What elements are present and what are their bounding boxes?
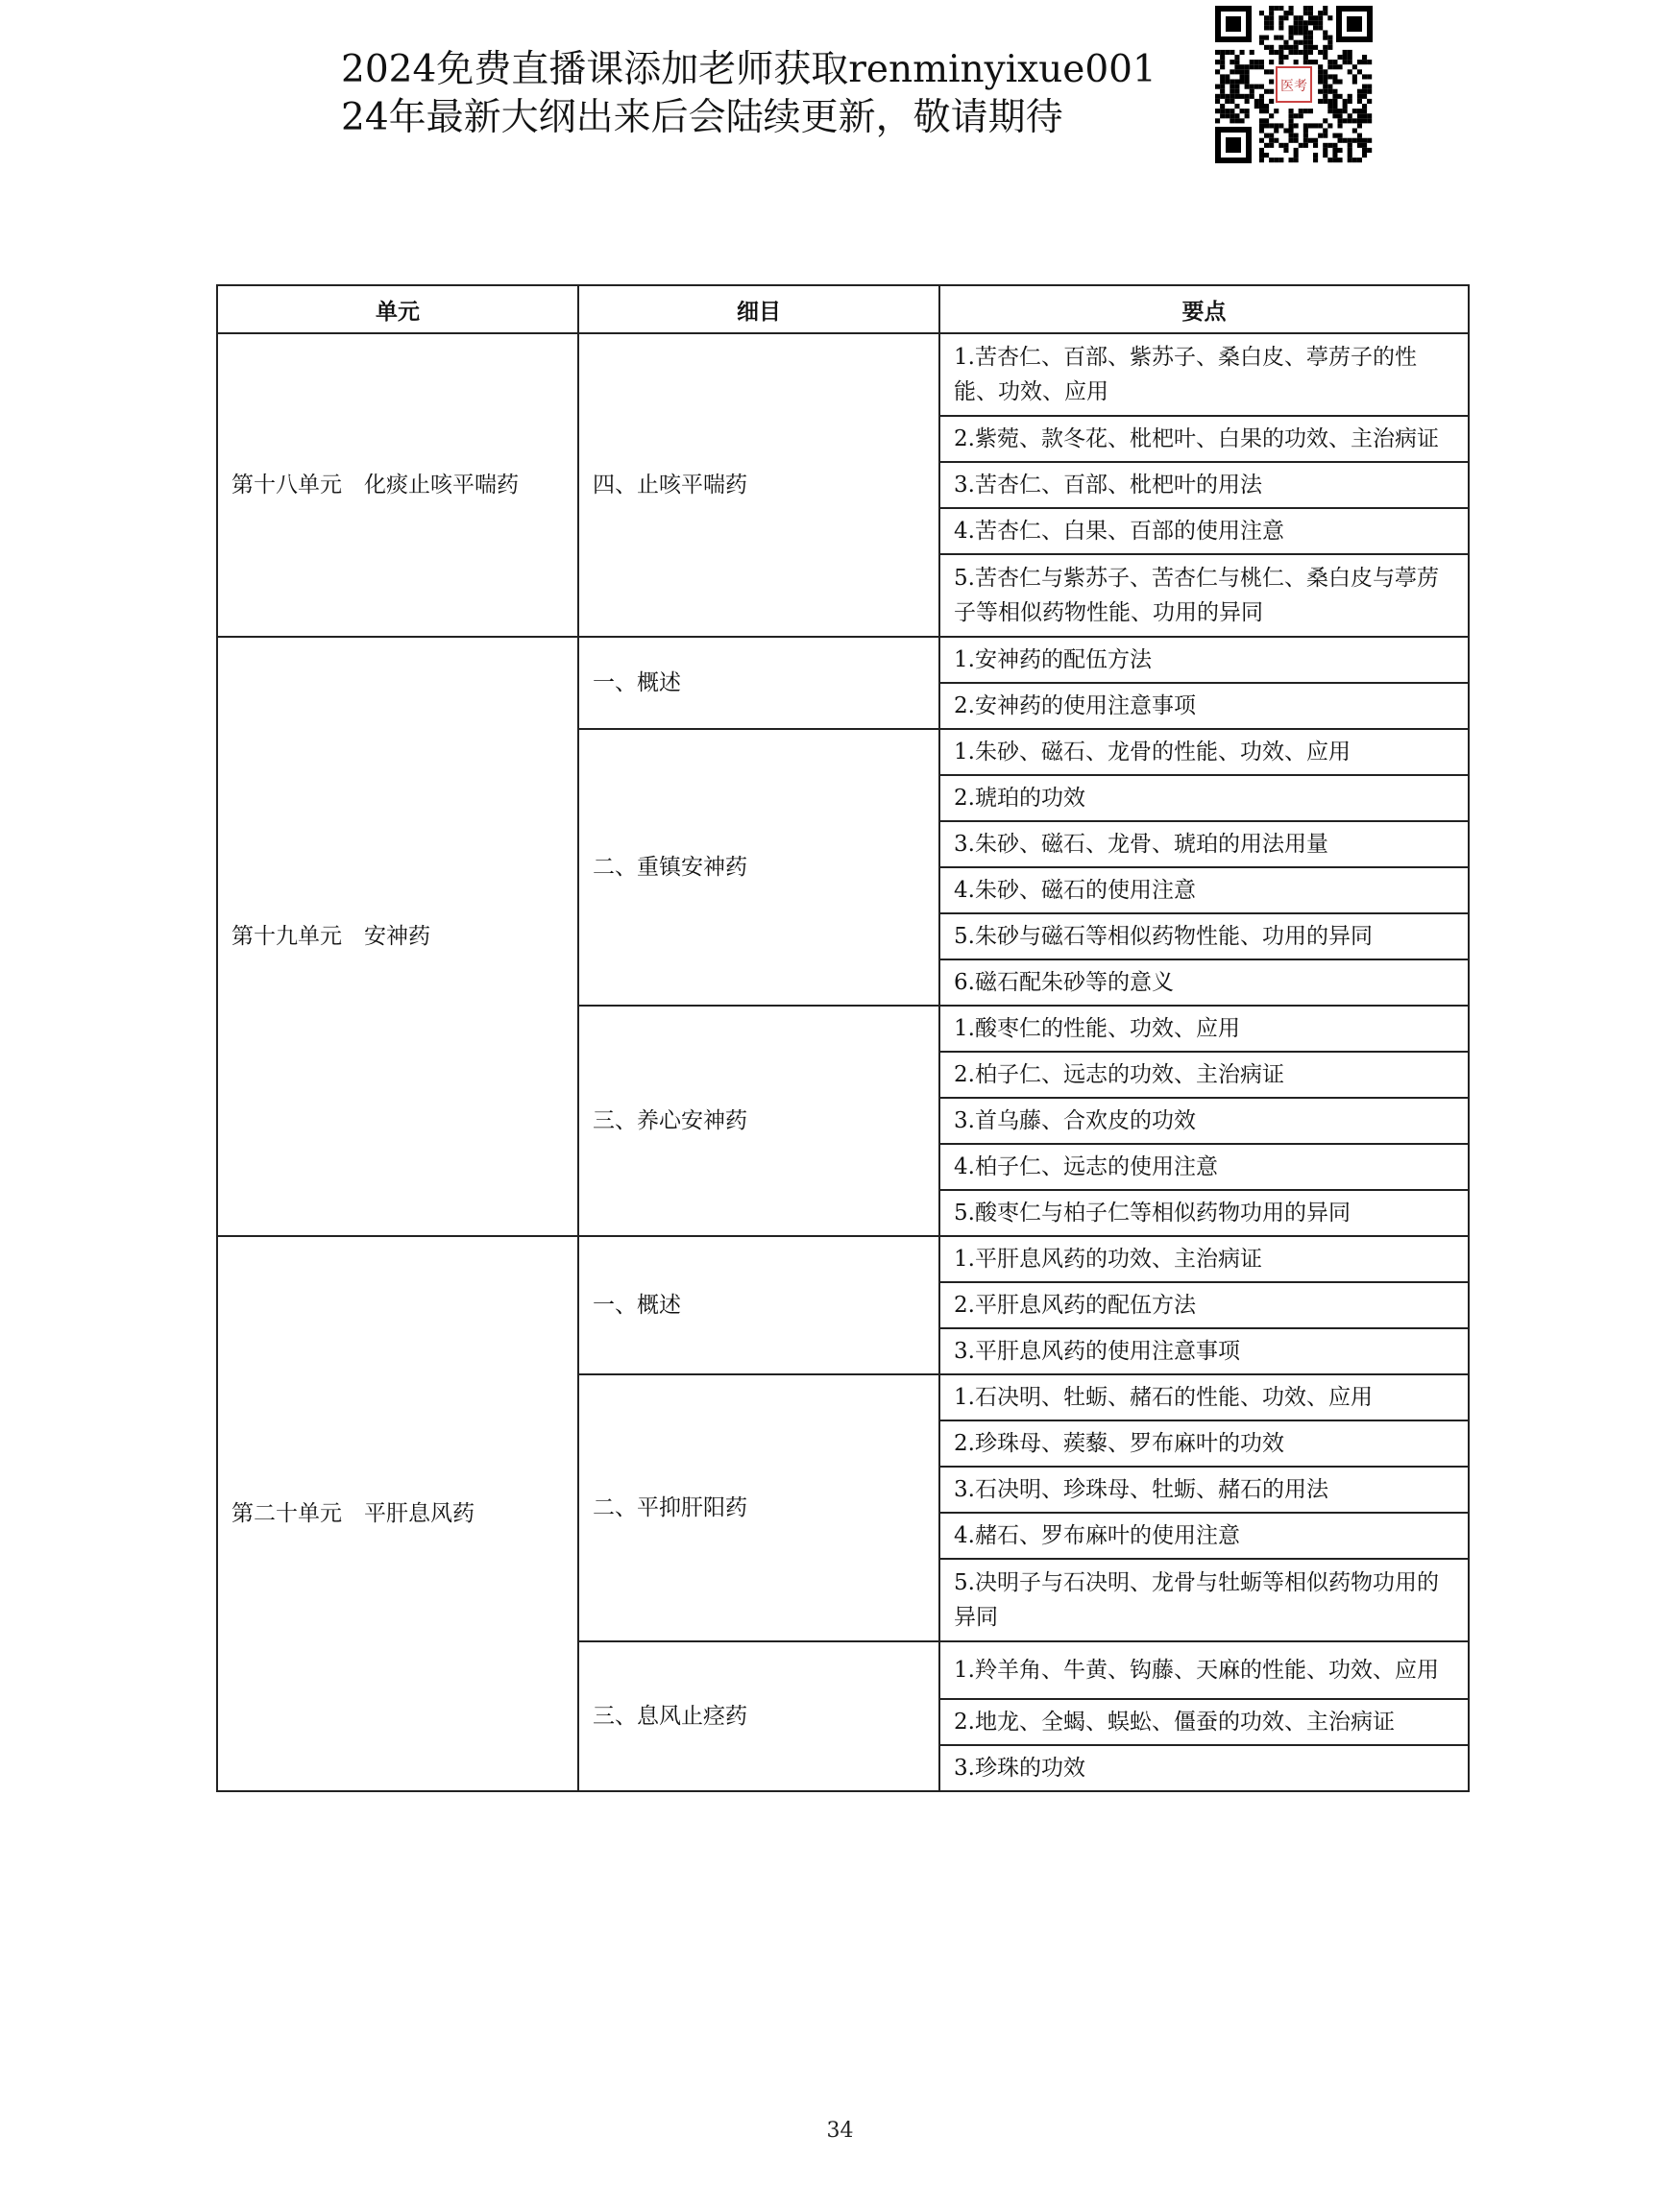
point-cell: 4.柏子仁、远志的使用注意 (939, 1144, 1469, 1190)
page-number: 34 (826, 2119, 854, 2143)
point-cell: 3.朱砂、磁石、龙骨、琥珀的用法用量 (939, 821, 1469, 867)
section-cell: 三、息风止痉药 (578, 1641, 939, 1791)
point-cell: 1.朱砂、磁石、龙骨的性能、功效、应用 (939, 729, 1469, 775)
header-line-1: 2024免费直播课添加老师获取renminyixue001 (341, 48, 1157, 91)
column-header-unit: 单元 (217, 285, 578, 333)
point-cell: 4.赭石、罗布麻叶的使用注意 (939, 1513, 1469, 1559)
point-cell: 2.珍珠母、蒺藜、罗布麻叶的功效 (939, 1420, 1469, 1467)
point-cell: 5.决明子与石决明、龙骨与牡蛎等相似药物功用的异同 (939, 1559, 1469, 1641)
point-cell: 2.平肝息风药的配伍方法 (939, 1282, 1469, 1328)
point-cell: 4.苦杏仁、白果、百部的使用注意 (939, 508, 1469, 554)
syllabus-table (216, 284, 1470, 1792)
section-cell: 二、平抑肝阳药 (578, 1374, 939, 1641)
unit-cell: 第十九单元 安神药 (217, 637, 578, 1236)
section-cell: 二、重镇安神药 (578, 729, 939, 1006)
point-cell: 1.羚羊角、牛黄、钩藤、天麻的性能、功效、应用 (939, 1641, 1469, 1699)
table-row (217, 637, 1469, 683)
section-cell: 一、概述 (578, 637, 939, 729)
point-cell: 2.安神药的使用注意事项 (939, 683, 1469, 729)
point-cell: 2.地龙、全蝎、蜈蚣、僵蚕的功效、主治病证 (939, 1699, 1469, 1745)
unit-cell: 第十八单元 化痰止咳平喘药 (217, 333, 578, 637)
header-line-2: 24年最新大纲出来后会陆续更新，敬请期待 (341, 96, 1063, 139)
table-row (217, 333, 1469, 416)
point-cell: 1.石决明、牡蛎、赭石的性能、功效、应用 (939, 1374, 1469, 1420)
column-header-points: 要点 (939, 285, 1469, 333)
unit-cell: 第二十单元 平肝息风药 (217, 1236, 578, 1791)
section-cell: 一、概述 (578, 1236, 939, 1374)
point-cell: 1.安神药的配伍方法 (939, 637, 1469, 683)
point-cell: 1.酸枣仁的性能、功效、应用 (939, 1006, 1469, 1052)
page-header (341, 46, 1157, 142)
point-cell: 5.苦杏仁与紫苏子、苦杏仁与桃仁、桑白皮与葶苈子等相似药物性能、功用的异同 (939, 554, 1469, 637)
qr-center-logo: 医考 (1280, 79, 1307, 94)
point-cell: 6.磁石配朱砂等的意义 (939, 959, 1469, 1006)
point-cell: 5.朱砂与磁石等相似药物性能、功用的异同 (939, 913, 1469, 959)
point-cell: 3.石决明、珍珠母、牡蛎、赭石的用法 (939, 1467, 1469, 1513)
point-cell: 5.酸枣仁与柏子仁等相似药物功用的异同 (939, 1190, 1469, 1236)
qr-code-icon (1215, 6, 1373, 163)
point-cell: 3.苦杏仁、百部、枇杷叶的用法 (939, 462, 1469, 508)
point-cell: 3.首乌藤、合欢皮的功效 (939, 1098, 1469, 1144)
point-cell: 2.柏子仁、远志的功效、主治病证 (939, 1052, 1469, 1098)
point-cell: 2.琥珀的功效 (939, 775, 1469, 821)
section-cell: 三、养心安神药 (578, 1006, 939, 1236)
section-cell: 四、止咳平喘药 (578, 333, 939, 637)
column-header-section: 细目 (578, 285, 939, 333)
point-cell: 1.平肝息风药的功效、主治病证 (939, 1236, 1469, 1282)
table-header-row (217, 285, 1469, 333)
point-cell: 2.紫菀、款冬花、枇杷叶、白果的功效、主治病证 (939, 416, 1469, 462)
point-cell: 3.平肝息风药的使用注意事项 (939, 1328, 1469, 1374)
point-cell: 1.苦杏仁、百部、紫苏子、桑白皮、葶苈子的性能、功效、应用 (939, 333, 1469, 416)
point-cell: 4.朱砂、磁石的使用注意 (939, 867, 1469, 913)
point-cell: 3.珍珠的功效 (939, 1745, 1469, 1791)
table-row (217, 1236, 1469, 1282)
